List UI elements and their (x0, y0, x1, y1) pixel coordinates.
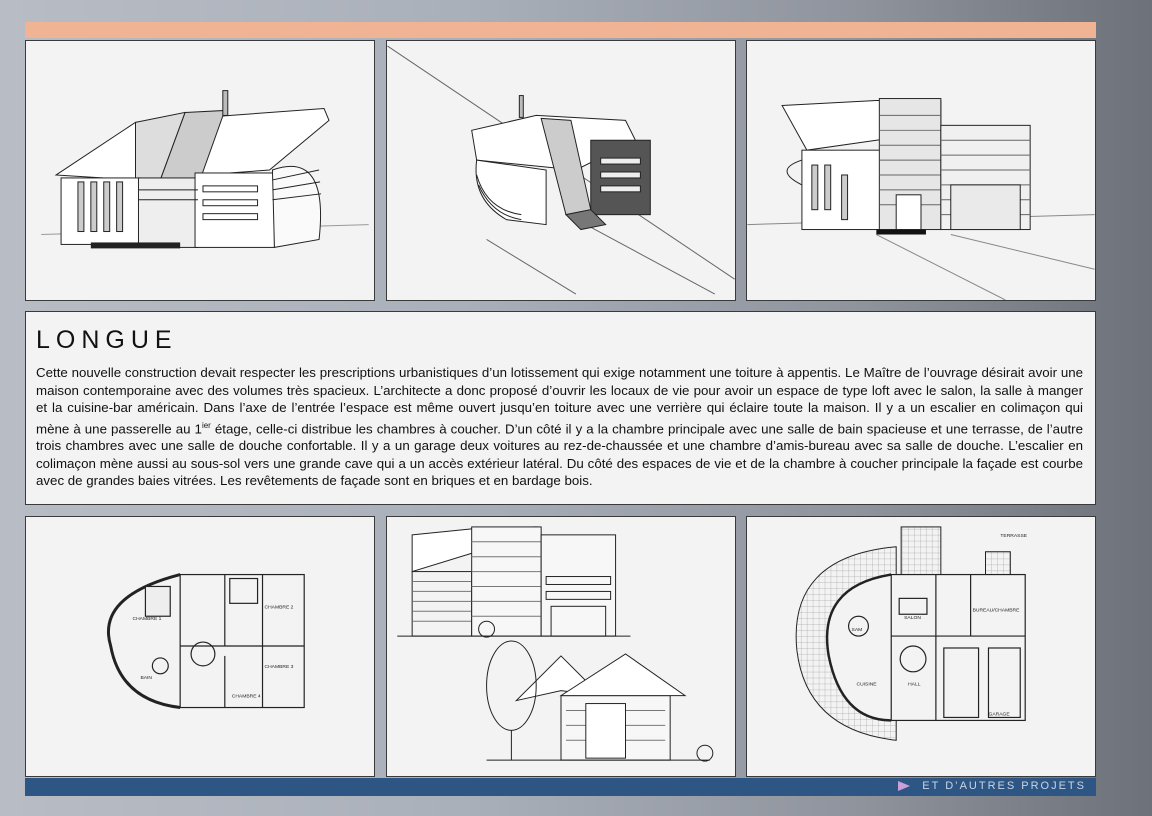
top-accent-bar (25, 22, 1096, 38)
room-label: CHAMBRE 2 (264, 605, 294, 611)
room-label: GARAGE (988, 712, 1010, 718)
render-perspective-garage (746, 40, 1096, 301)
floor-plan-ground (746, 516, 1096, 777)
other-projects-label: ET D’AUTRES PROJETS (922, 780, 1086, 792)
first-floor-plan-drawing (26, 517, 374, 776)
play-arrow-icon (898, 781, 910, 791)
description-part-1: Cette nouvelle construction devait respecter les prescriptions urbanistiques d’un lotissement qui exige notamment une toiture à appentis. Le Maître de l’ouvrage désirait avoir une maison contemporaine avec des volumes très spacieux. L’architecte a donc proposé d’ouvrir les locaux de vie pour avoir un espace de type loft avec le salon, la salle à manger et la cuisine-bar américain. Dans l’axe de l’entrée l’espace est même ouvert jusqu’en toiture avec une verrière qui éclaire toute la maison. Il y a un escalier en colimaçon qui mène à une passerelle au 1 (36, 365, 1083, 436)
room-label: HALL (908, 682, 921, 688)
floor-plan-first (25, 516, 375, 777)
project-description-panel (25, 311, 1096, 505)
floor-superscript: ier (201, 420, 211, 430)
bottom-nav-bar (25, 778, 1096, 796)
house-garage-drawing (747, 41, 1095, 300)
description-part-2: étage, celle-ci distribue les chambres à coucher. D’un côté il y a la chambre principale avec une salle de bain spacieuse et une terrasse, de l’autre trois chambres avec une salle de douche confortable. Il y a un garage deux voitures au rez-de-chaussée et une chambre d’amis-bureau avec sa salle de douche. L’escalier en colimaçon mène aussi au sous-sol vers une grande cave qui a un accès extérieur latéral. Du côté des espaces de vie et de la chambre à coucher principale la façade est courbe avec de grandes baies vitrées. Les revêtements de façade sont en briques et en bardage bois. (36, 420, 1083, 489)
house-perspective-1-drawing (26, 41, 374, 300)
room-label: BUREAU/CHAMBRE (972, 608, 1020, 614)
room-label: TERRASSE (1000, 533, 1028, 539)
room-label: CHAMBRE 1 (132, 617, 162, 623)
project-title: LONGUE (36, 326, 178, 354)
room-label: SALON (904, 616, 921, 622)
render-perspective-aerial (386, 40, 736, 301)
project-description (36, 364, 1083, 490)
render-perspective-front (25, 40, 375, 301)
elevations (386, 516, 736, 777)
ground-floor-plan-drawing (747, 517, 1095, 776)
room-label: CHAMBRE 4 (231, 694, 261, 700)
room-label: SAM (851, 628, 863, 634)
room-label: CUISINE (856, 682, 877, 688)
other-projects-link[interactable] (898, 780, 1086, 792)
elevations-drawing (387, 517, 735, 776)
room-label: CHAMBRE 3 (264, 664, 294, 670)
house-aerial-drawing (387, 41, 735, 300)
room-label: BAIN (140, 675, 153, 681)
